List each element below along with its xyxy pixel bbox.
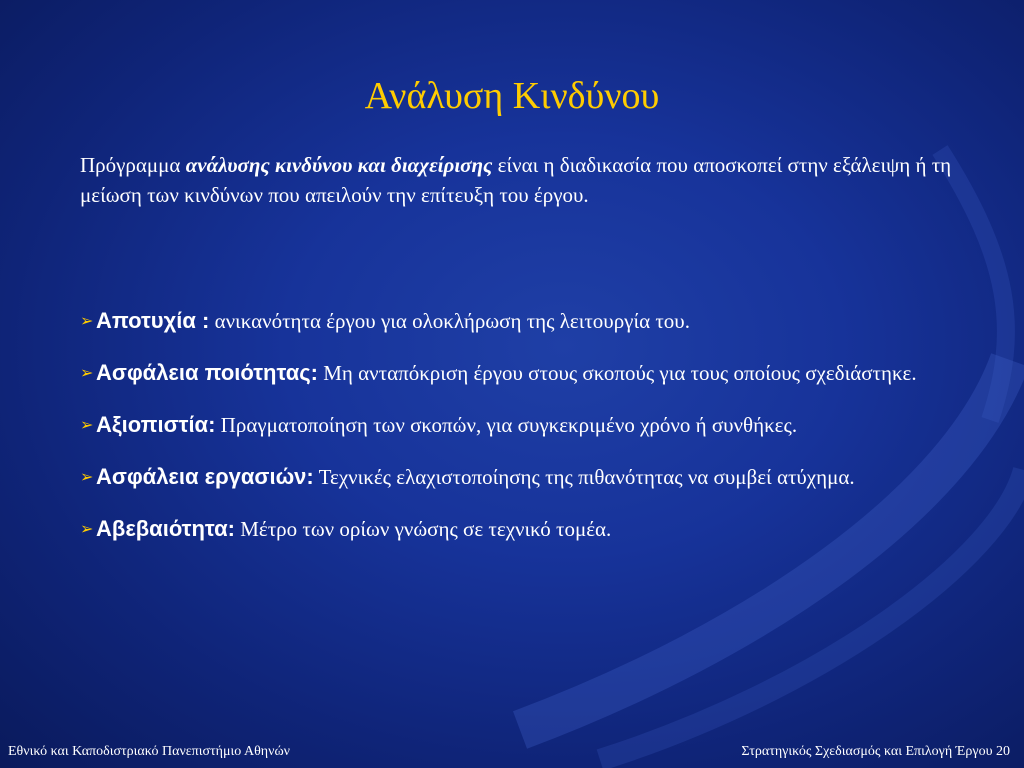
intro-emphasis: ανάλυσης κινδύνου και διαχείρισης bbox=[185, 153, 493, 177]
arrow-right-icon: ➢ bbox=[80, 313, 94, 330]
slide-title: Ανάλυση Κινδύνου bbox=[364, 75, 660, 117]
list-item bbox=[80, 409, 970, 441]
definition-text: Τεχνικές ελαχιστοποίησης της πιθανότητας να συμβεί ατύχημα. bbox=[313, 465, 855, 489]
arrow-right-icon: ➢ bbox=[80, 469, 94, 486]
definition-text: ανικανότητα έργου για ολοκλήρωση της λειτουργία του. bbox=[209, 309, 690, 333]
term-quality-assurance: Ασφάλεια ποιότητας: bbox=[96, 360, 318, 385]
footer-course-page: Στρατηγικός Σχεδιασμός και Επιλογή Έργου 20 bbox=[741, 744, 1010, 759]
arrow-right-icon: ➢ bbox=[80, 521, 94, 538]
footer-institution: Εθνικό και Καποδιστριακό Πανεπιστήμιο Αθηνών bbox=[8, 744, 290, 759]
list-item bbox=[80, 305, 970, 337]
definition-text: Μη ανταπόκριση έργου στους σκοπούς για τους οποίους σχεδιάστηκε. bbox=[318, 361, 917, 385]
intro-text-after: είναι η διαδικασία που αποσκοπεί στην εξάλειψη ή τη μείωση των κινδύνων που απειλούν την επίτευξη του έργου. bbox=[80, 153, 952, 207]
arrow-right-icon: ➢ bbox=[80, 417, 94, 434]
list-item bbox=[80, 357, 970, 389]
definition-list bbox=[80, 305, 970, 565]
term-failure: Αποτυχία : bbox=[96, 308, 210, 333]
term-reliability: Αξιοπιστία: bbox=[96, 412, 216, 437]
arrow-right-icon: ➢ bbox=[80, 365, 94, 382]
definition-text: Μέτρο των ορίων γνώσης σε τεχνικό τομέα. bbox=[234, 517, 612, 541]
definition-text: Πραγματοποίηση των σκοπών, για συγκεκριμένο χρόνο ή συνθήκες. bbox=[215, 413, 798, 437]
term-uncertainty: Αβεβαιότητα: bbox=[96, 516, 235, 541]
intro-paragraph bbox=[80, 150, 970, 210]
list-item bbox=[80, 461, 970, 493]
list-item bbox=[80, 513, 970, 545]
intro-text-before: Πρόγραμμα bbox=[80, 153, 186, 177]
term-operational-safety: Ασφάλεια εργασιών: bbox=[96, 464, 314, 489]
